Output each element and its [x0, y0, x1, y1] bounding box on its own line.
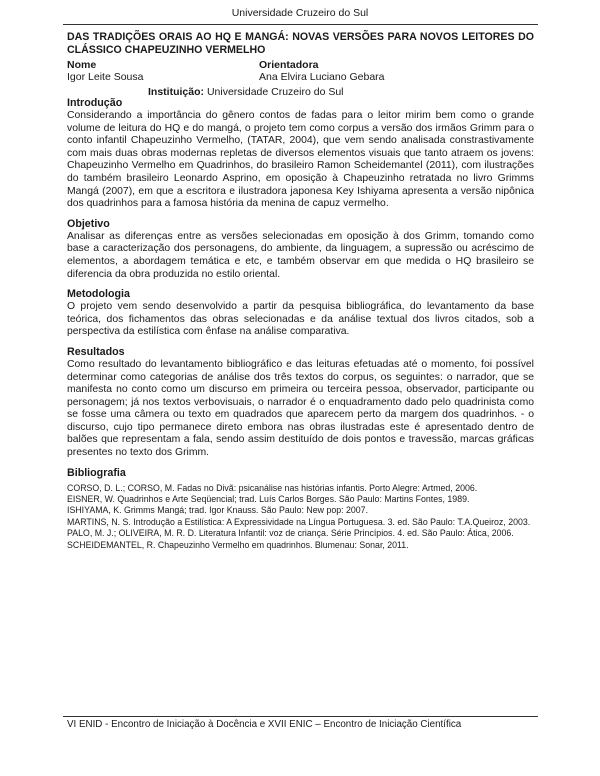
- author-name: Igor Leite Sousa: [67, 71, 144, 83]
- bibliography-entry: PALO, M. J.; OLIVEIRA, M. R. D. Literatura Infantil: voz de criança. Série Princípios. 4. ed. São Paulo: Ática, 2006.: [67, 528, 514, 539]
- bibliography-entry: EISNER, W. Quadrinhos e Arte Seqüencial; trad. Luís Carlos Borges. São Paulo: Martins Fontes, 1989.: [67, 494, 470, 505]
- bibliography-entry: MARTINS, N. S. Introdução a Estilística: A Expressividade na Língua Portuguesa. 3. ed. São Paulo: T.A.Queiroz, 2003.: [67, 516, 531, 527]
- section-text-metodologia: O projeto vem sendo desenvolvido a partir da pesquisa bibliográfica, do levantamento da base teórica, dos fichamentos das obras selecionadas e da análise textual dos livros citados, sob a perspectiva da estilística com ênfase na análise comparativa.: [67, 301, 534, 338]
- section-heading-resultados: Resultados: [67, 345, 125, 358]
- advisor-column: [259, 59, 385, 84]
- institution-label: Instituição:: [148, 86, 205, 98]
- header-university: Universidade Cruzeiro do Sul: [231, 7, 369, 19]
- bibliography-heading: Bibliografia: [67, 466, 126, 479]
- institution-line: [148, 86, 344, 98]
- header-divider: [63, 24, 538, 25]
- bibliography-entry: SCHEIDEMANTEL, R. Chapeuzinho Vermelho em quadrinhos. Blumenau: Sonar, 2011.: [67, 539, 409, 550]
- bibliography-entry: ISHIYAMA, K. Grimms Mangá; trad. Igor Knauss. São Paulo: New pop: 2007.: [67, 505, 369, 516]
- section-text-resultados: Como resultado do levantamento bibliográfico e das leituras efetuadas até o momento, foi possível determinar como categorias de análise dos três textos do corpus, os seguintes: o narrador, que se manifesta no conto como um discurso em primeira ou terceira pessoa, observador, participante ou personagem; já nos textos verbovisuais, o narrador é o enquadramento dado pelo quadrinista como se fosse uma câmera ou texto em quadrados que aparecem perto da margem dos quadrinhos. - o discurso, cujo tipo permanece direto embora nas obras ilustradas este é apresentado dentro de balões que representam a fala, sendo assim destituído de dois pontos e travessão, marcas gráficas presentes no texto dos Grimm.: [67, 358, 534, 459]
- footer-divider: [63, 716, 538, 717]
- institution-name: Universidade Cruzeiro do Sul: [206, 86, 344, 98]
- footer-text: VI ENID - Encontro de Iniciação à Docência e XVII ENIC – Encontro de Iniciação Científica: [67, 719, 462, 730]
- advisor-label: Orientadora: [259, 59, 319, 71]
- section-heading-metodologia: Metodologia: [67, 288, 130, 301]
- section-heading-introducao: Introdução: [67, 97, 123, 109]
- authors-block: [67, 59, 534, 97]
- section-text-objetivo: Analisar as diferenças entre as versões selecionadas em oposição à dos Grimm, tomando como base a caracterização dos personagens, do ambiente, da linguagem, a supressão ou acréscimo de elementos, a abordagem temática e etc, e também observar em que medida o HQ brasileiro se diferencia da obra produzida no estilo oriental.: [67, 230, 534, 280]
- bibliography-entry: CORSO, D. L.; CORSO, M. Fadas no Divã: psicanálise nas histórias infantis. Porto Alegre: Artmed, 2006.: [67, 482, 478, 493]
- author-label: Nome: [67, 59, 97, 71]
- paper-content: [67, 31, 534, 551]
- author-column: [67, 59, 143, 84]
- advisor-name: Ana Elvira Luciano Gebara: [259, 71, 385, 83]
- section-text-introducao: Considerando a importância do gênero contos de fadas para o leitor mirim bem como o grande volume de leitura do HQ e do mangá, o projeto tem como corpus a versão dos irmãos Grimm para o conto infantil Chapeuzinho Vermelho, (TATAR, 2004), que vem sendo analisada constrastivamente com mais duas obras modernas repletas de diversos elementos visuais que tanto atraem os jovens: Chapeuzinho Vermelho em Quadrinhos, do brasileiro Ramon Scheidemantel (2011), com ilustrações do também brasileiro Leonardo Asprino, em oposição à Chapeuzinho retratada no livro Grimms Mangá (2007), em que a escritora e ilustradora japonesa Key Ishiyama apresenta a versão nipônica dos quadrinhos para a famosa história da menina de capuz vermelho.: [67, 110, 534, 210]
- section-heading-objetivo: Objetivo: [67, 217, 110, 230]
- paper-title: DAS TRADIÇÕES ORAIS AO HQ E MANGÁ: NOVAS VERSÕES PARA NOVOS LEITORES DO CLÁSSICO CHAPEUZINHO VERMELHO: [67, 31, 534, 56]
